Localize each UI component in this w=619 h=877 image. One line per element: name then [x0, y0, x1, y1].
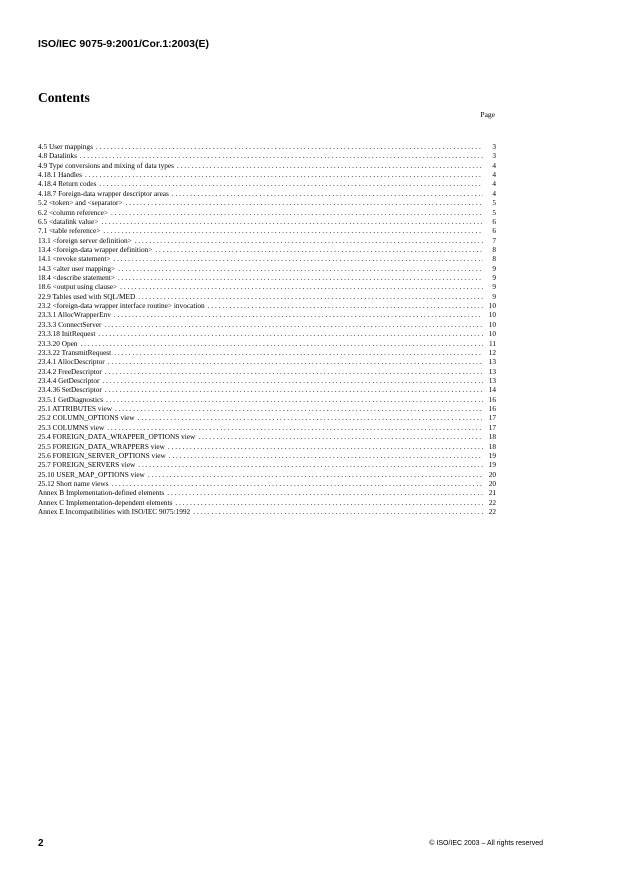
toc-entry[interactable]: [38, 451, 496, 460]
toc-dot-leader: [126, 198, 483, 207]
toc-entry-page: 22: [488, 497, 496, 507]
toc-entry-page: 14: [488, 385, 496, 395]
toc-entry[interactable]: [38, 395, 496, 404]
toc-dot-leader: [198, 432, 483, 441]
toc-entry-label: Annex E Incompatibilities with ISO/IEC 9075:1992: [38, 507, 191, 517]
toc-dot-leader: [106, 395, 483, 404]
toc-entry-label: 25.2 COLUMN_OPTIONS view: [38, 413, 135, 423]
toc-dot-leader: [107, 423, 483, 432]
toc-entry-page: 20: [488, 469, 496, 479]
toc-dot-leader: [168, 442, 483, 451]
toc-entry-page: 10: [488, 310, 496, 320]
toc-entry-page: 3: [492, 142, 496, 151]
toc-dot-leader: [175, 498, 483, 507]
toc-entry-page: 13: [488, 375, 496, 385]
toc-entry-label: 18.6 <output using clause>: [38, 282, 118, 292]
page-column-label: Page: [480, 110, 495, 119]
toc-entry-label: 4.5 User mappings: [38, 142, 93, 151]
toc-entry-label: 23.5.1 GetDiagnostics: [38, 394, 104, 404]
toc-dot-leader: [101, 217, 483, 226]
toc-entry-page: 16: [488, 404, 496, 414]
toc-dot-leader: [85, 170, 483, 179]
toc-entry-label: 25.7 FOREIGN_SERVERS view: [38, 460, 136, 470]
toc-entry-label: 23.2 <foreign-data wrapper interface routine> invocation: [38, 301, 205, 311]
toc-entry-page: 9: [492, 263, 496, 273]
toc-entry[interactable]: [38, 376, 496, 385]
toc-entry[interactable]: [38, 273, 496, 282]
toc-entry[interactable]: [38, 301, 496, 310]
toc-entry-label: 4.18.7 Foreign-data wrapper descriptor areas: [38, 188, 169, 198]
toc-entry-label: 23.3.18 InitRequest: [38, 329, 96, 339]
toc-entry-label: 23.4.4 GetDescriptor: [38, 375, 100, 385]
toc-entry-page: 5: [492, 207, 496, 217]
toc-entry-label: 5.2 <token> and <separator>: [38, 198, 123, 208]
toc-entry-page: 17: [488, 413, 496, 423]
toc-entry-page: 16: [488, 394, 496, 404]
toc-entry[interactable]: [38, 442, 496, 451]
toc-dot-leader: [102, 376, 483, 385]
toc-entry[interactable]: [38, 170, 496, 179]
contents-title: Contents: [38, 90, 90, 105]
toc-entry-label: 7.1 <table reference>: [38, 226, 101, 236]
toc-entry[interactable]: [38, 161, 496, 170]
toc-entry-label: 23.3.3 ConnectServer: [38, 319, 102, 329]
toc-entry-label: 25.6 FOREIGN_SERVER_OPTIONS view: [38, 450, 166, 460]
toc-entry-page: 17: [488, 422, 496, 432]
toc-dot-leader: [99, 179, 483, 188]
toc-entry-page: 4: [492, 188, 496, 198]
toc-dot-leader: [96, 142, 483, 151]
toc-entry-page: 4: [492, 170, 496, 180]
toc-entry-label: 25.5 FOREIGN_DATA_WRAPPERS view: [38, 441, 165, 451]
toc-dot-leader: [172, 189, 483, 198]
toc-entry[interactable]: [38, 329, 496, 338]
toc-entry-page: 19: [488, 450, 496, 460]
toc-entry-page: 8: [492, 244, 496, 254]
toc-entry-page: 7: [492, 235, 496, 245]
toc-entry-page: 21: [488, 488, 496, 498]
toc-entry-label: 4.18.1 Handles: [38, 170, 82, 180]
toc-entry[interactable]: [38, 254, 496, 263]
toc-entry-page: 10: [488, 319, 496, 329]
toc-dot-leader: [169, 451, 483, 460]
toc-entry-label: 6.2 <column reference>: [38, 207, 109, 217]
toc-entry-label: 4.9 Type conversions and mixing of data types: [38, 160, 174, 170]
toc-dot-leader: [105, 385, 483, 394]
toc-dot-leader: [80, 151, 483, 160]
toc-entry[interactable]: [38, 507, 496, 516]
table-of-contents: [38, 142, 496, 516]
toc-dot-leader: [118, 264, 483, 273]
toc-entry[interactable]: [38, 367, 496, 376]
toc-dot-leader: [138, 292, 483, 301]
toc-entry-page: 10: [488, 301, 496, 311]
toc-entry-label: 4.18.4 Return codes: [38, 179, 97, 189]
toc-dot-leader: [138, 460, 483, 469]
toc-entry-label: 13.1 <foreign server definition>: [38, 235, 132, 245]
toc-entry-page: 9: [492, 291, 496, 301]
toc-entry-label: 23.4.36 SetDescriptor: [38, 385, 102, 395]
toc-entry-label: 25.1 ATTRIBUTES view: [38, 404, 112, 414]
toc-entry[interactable]: [38, 413, 496, 422]
toc-entry[interactable]: [38, 264, 496, 273]
toc-dot-leader: [103, 226, 483, 235]
toc-entry-page: 12: [488, 347, 496, 357]
toc-entry-label: 25.12 Short name views: [38, 478, 109, 488]
toc-entry[interactable]: [38, 432, 496, 441]
toc-entry-page: 18: [488, 432, 496, 442]
toc-entry[interactable]: [38, 479, 496, 488]
document-header: ISO/IEC 9075-9:2001/Cor.1:2003(E): [38, 38, 210, 50]
toc-entry-label: 6.5 <datalink value>: [38, 216, 99, 226]
toc-entry-page: 10: [488, 329, 496, 339]
toc-entry[interactable]: [38, 404, 496, 413]
toc-entry-label: 23.3.20 Open: [38, 338, 78, 348]
toc-entry[interactable]: [38, 142, 496, 151]
toc-entry-label: Annex C Implementation-dependent elements: [38, 497, 173, 507]
toc-dot-leader: [108, 357, 483, 366]
toc-dot-leader: [138, 413, 483, 422]
toc-entry[interactable]: [38, 310, 496, 319]
toc-entry-label: 14.3 <alter user mapping>: [38, 263, 116, 273]
toc-entry-label: 23.4.2 FreeDescriptor: [38, 366, 102, 376]
toc-entry-label: 4.8 Datalinks: [38, 151, 77, 161]
footer-page-number: 2: [38, 838, 44, 849]
toc-entry-label: 25.3 COLUMNS view: [38, 422, 105, 432]
toc-entry-page: 6: [492, 216, 496, 226]
toc-dot-leader: [115, 404, 483, 413]
toc-entry-page: 5: [492, 198, 496, 208]
toc-entry-page: 9: [492, 282, 496, 292]
toc-entry-page: 4: [492, 160, 496, 170]
toc-dot-leader: [177, 161, 483, 170]
toc-dot-leader: [120, 282, 483, 291]
toc-dot-leader: [118, 273, 483, 282]
toc-dot-leader: [155, 245, 483, 254]
toc-dot-leader: [113, 254, 483, 263]
toc-entry[interactable]: [38, 488, 496, 497]
toc-dot-leader: [104, 320, 483, 329]
toc-entry[interactable]: [38, 179, 496, 188]
toc-dot-leader: [167, 488, 483, 497]
toc-entry[interactable]: [38, 470, 496, 479]
toc-entry-label: 14.1 <revoke statement>: [38, 254, 111, 264]
toc-dot-leader: [135, 236, 483, 245]
toc-dot-leader: [105, 367, 483, 376]
toc-entry-page: 13: [488, 357, 496, 367]
toc-entry[interactable]: [38, 292, 496, 301]
toc-entry-label: 23.3.1 AllocWrapperEnv: [38, 310, 111, 320]
toc-dot-leader: [114, 310, 483, 319]
toc-entry[interactable]: [38, 198, 496, 207]
footer-copyright: © ISO/IEC 2003 – All rights reserved: [429, 840, 543, 847]
toc-dot-leader: [193, 507, 483, 516]
toc-entry[interactable]: [38, 245, 496, 254]
toc-entry-label: 25.10 USER_MAP_OPTIONS view: [38, 469, 145, 479]
toc-entry-label: 23.3.22 TransmitRequest: [38, 347, 112, 357]
toc-entry[interactable]: [38, 320, 496, 329]
toc-entry-page: 3: [492, 151, 496, 161]
toc-entry[interactable]: [38, 208, 496, 217]
toc-entry-label: 13.4 <foreign-data wrapper definition>: [38, 244, 153, 254]
toc-dot-leader: [111, 208, 483, 217]
toc-entry[interactable]: [38, 226, 496, 235]
toc-entry[interactable]: [38, 357, 496, 366]
toc-entry-label: 22.9 Tables used with SQL/MED: [38, 291, 136, 301]
toc-entry-page: 18: [488, 441, 496, 451]
toc-entry-page: 20: [488, 478, 496, 488]
toc-entry[interactable]: [38, 217, 496, 226]
toc-entry-page: 9: [492, 273, 496, 283]
toc-dot-leader: [148, 470, 483, 479]
toc-entry[interactable]: [38, 385, 496, 394]
toc-entry-page: 11: [488, 338, 496, 348]
toc-entry-label: Annex B Implementation-defined elements: [38, 488, 165, 498]
toc-dot-leader: [98, 329, 483, 338]
toc-entry-label: 18.4 <describe statement>: [38, 273, 115, 283]
toc-entry-page: 8: [492, 254, 496, 264]
toc-entry-page: 4: [492, 179, 496, 189]
toc-entry-page: 22: [488, 507, 496, 517]
toc-entry[interactable]: [38, 189, 496, 198]
toc-entry[interactable]: [38, 498, 496, 507]
toc-entry[interactable]: [38, 282, 496, 291]
toc-entry-page: 6: [492, 226, 496, 236]
toc-entry[interactable]: [38, 236, 496, 245]
toc-dot-leader: [112, 479, 483, 488]
toc-entry[interactable]: [38, 348, 496, 357]
toc-dot-leader: [81, 339, 483, 348]
toc-entry[interactable]: [38, 339, 496, 348]
toc-dot-leader: [114, 348, 483, 357]
toc-entry[interactable]: [38, 151, 496, 160]
toc-entry-label: 23.4.1 AllocDescriptor: [38, 357, 105, 367]
toc-entry-page: 13: [488, 366, 496, 376]
toc-entry[interactable]: [38, 460, 496, 469]
toc-entry-label: 25.4 FOREIGN_DATA_WRAPPER_OPTIONS view: [38, 432, 196, 442]
toc-entry-page: 19: [488, 460, 496, 470]
toc-dot-leader: [208, 301, 483, 310]
toc-entry[interactable]: [38, 423, 496, 432]
